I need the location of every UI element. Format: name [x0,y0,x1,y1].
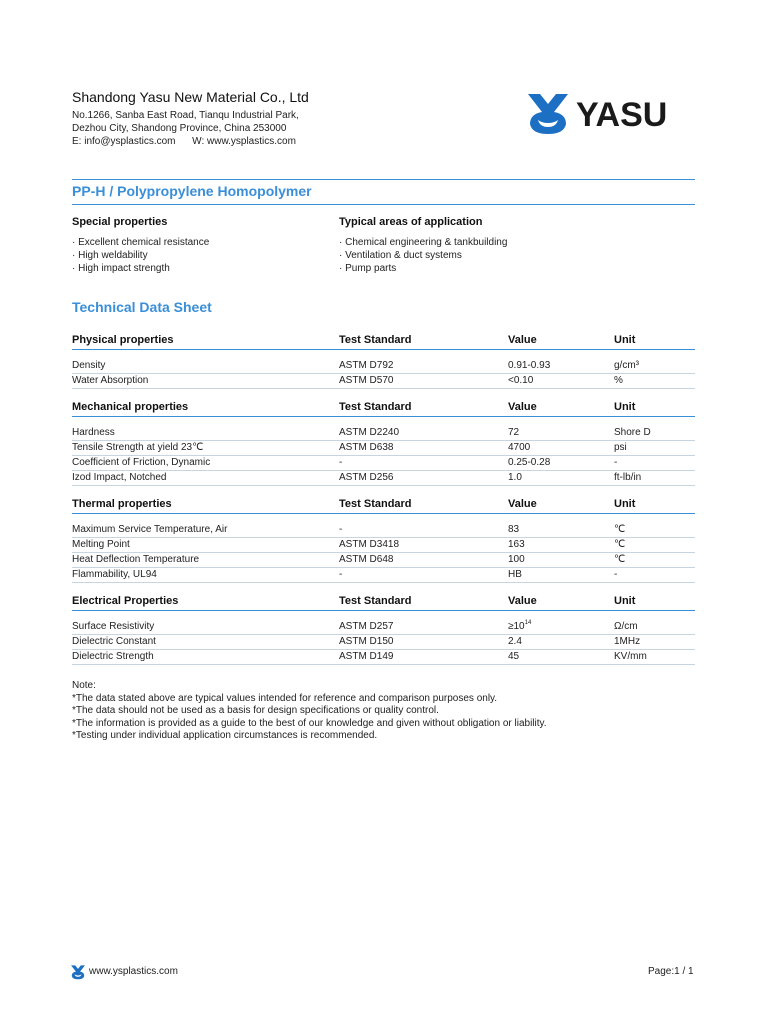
section-divider [72,416,695,417]
row-divider [72,455,695,456]
section-divider [72,513,695,514]
list-item: · Ventilation & duct systems [339,250,462,261]
unit: Ω/cm [614,621,638,632]
row-divider [72,373,695,374]
section-divider [72,610,695,611]
row-divider [72,664,695,665]
property-name: Dielectric Constant [72,636,156,647]
unit: - [614,569,618,580]
value: 100 [508,554,525,565]
test-standard: ASTM D149 [339,651,394,662]
value: 163 [508,539,525,550]
unit: ℃ [614,539,626,550]
row-divider [72,470,695,471]
property-name: Maximum Service Temperature, Air [72,524,228,535]
property-name: Water Absorption [72,375,149,386]
row-divider [72,582,695,583]
col-header-unit: Unit [614,498,636,510]
section-heading: Physical properties [72,334,174,346]
value: 45 [508,651,520,662]
col-header-unit: Unit [614,334,636,346]
property-name: Hardness [72,427,115,438]
value: 83 [508,524,520,535]
col-header-value: Value [508,595,537,607]
list-item: · Pump parts [339,263,397,274]
row-divider [72,485,695,486]
col-header-test-standard: Test Standard [339,334,412,346]
property-name: Dielectric Strength [72,651,154,662]
row-divider [72,552,695,553]
contact-line: E: info@ysplastics.com W: www.ysplastics.com [72,136,296,147]
unit: g/cm³ [614,360,639,371]
property-name: Flammability, UL94 [72,569,157,580]
test-standard: - [339,457,343,468]
row-divider [72,440,695,441]
note-line: *Testing under individual application circumstances is recommended. [72,730,378,742]
company-name: Shandong Yasu New Material Co., Ltd [72,89,309,105]
address-line-1: No.1266, Sanba East Road, Tianqu Industrial Park, [72,110,299,121]
list-item: · High weldability [72,250,148,261]
section-divider [72,349,695,350]
row-divider [72,537,695,538]
note-line: *The data stated above are typical values intended for reference and comparison purposes only. [72,692,498,704]
col-header-value: Value [508,334,537,346]
value: 2.4 [508,636,522,647]
typical-areas-heading: Typical areas of application [339,216,483,228]
address-line-2: Dezhou City, Shandong Province, China 253000 [72,123,287,134]
yasu-logo [526,90,696,136]
value: 1.0 [508,472,522,483]
row-divider [72,388,695,389]
col-header-unit: Unit [614,401,636,413]
list-item: · High impact strength [72,263,170,274]
value-exponent: 14 [524,620,532,626]
property-name: Tensile Strength at yield 23℃ [72,442,204,453]
test-standard: ASTM D638 [339,442,394,453]
test-standard: ASTM D570 [339,375,394,386]
logo-mark-icon [528,94,568,134]
test-standard: - [339,524,343,535]
test-standard: ASTM D256 [339,472,394,483]
col-header-unit: Unit [614,595,636,607]
row-divider [72,567,695,568]
row-divider [72,634,695,635]
unit: - [614,457,618,468]
property-name: Density [72,360,106,371]
unit: ℃ [614,524,626,535]
page-number: Page:1 / 1 [648,966,694,977]
value: 0.91-0.93 [508,360,551,371]
col-header-value: Value [508,498,537,510]
value: 4700 [508,442,531,453]
note-line: *The data should not be used as a basis for design specifications or quality control. [72,705,439,717]
test-standard: - [339,569,343,580]
value-with-exponent [508,621,531,632]
unit: KV/mm [614,651,647,662]
notes [72,680,547,743]
divider [72,179,695,180]
test-standard: ASTM D3418 [339,539,400,550]
value-base: ≥10 [508,621,525,632]
typical-areas-list [339,236,507,275]
value: <0.10 [508,375,534,386]
section-heading: Electrical Properties [72,595,179,607]
col-header-test-standard: Test Standard [339,498,412,510]
col-header-value: Value [508,401,537,413]
divider [72,204,695,205]
unit: 1MHz [614,636,641,647]
property-name: Izod Impact, Notched [72,472,167,483]
section-heading: Thermal properties [72,498,172,510]
test-standard: ASTM D257 [339,621,394,632]
test-standard: ASTM D150 [339,636,394,647]
note-line: Note: [72,680,96,691]
unit: Shore D [614,427,651,438]
unit: % [614,375,623,386]
row-divider [72,649,695,650]
special-properties-list [72,236,209,275]
unit: psi [614,442,627,453]
unit: ft-lb/in [614,472,642,483]
col-header-test-standard: Test Standard [339,401,412,413]
list-item: · Chemical engineering & tankbuilding [339,237,508,248]
logo-text: YASU [576,96,668,134]
test-standard: ASTM D2240 [339,427,400,438]
product-title: PP-H / Polypropylene Homopolymer [72,183,312,199]
special-properties-heading: Special properties [72,216,168,228]
col-header-test-standard: Test Standard [339,595,412,607]
property-name: Melting Point [72,539,130,550]
note-line: *The information is provided as a guide to the best of our knowledge and given without obligation or liability. [72,717,547,729]
unit: ℃ [614,554,626,565]
value: HB [508,569,522,580]
test-standard: ASTM D648 [339,554,394,565]
value: 0.25-0.28 [508,457,551,468]
footer-url-link[interactable]: www.ysplastics.com [89,966,178,977]
value: 72 [508,427,520,438]
property-name: Coefficient of Friction, Dynamic [72,457,211,468]
section-heading: Mechanical properties [72,401,189,413]
test-standard: ASTM D792 [339,360,394,371]
property-name: Heat Deflection Temperature [72,554,200,565]
property-name: Surface Resistivity [72,621,155,632]
tds-title: Technical Data Sheet [72,299,212,315]
footer-logo-icon [70,964,86,980]
list-item: · Excellent chemical resistance [72,237,210,248]
